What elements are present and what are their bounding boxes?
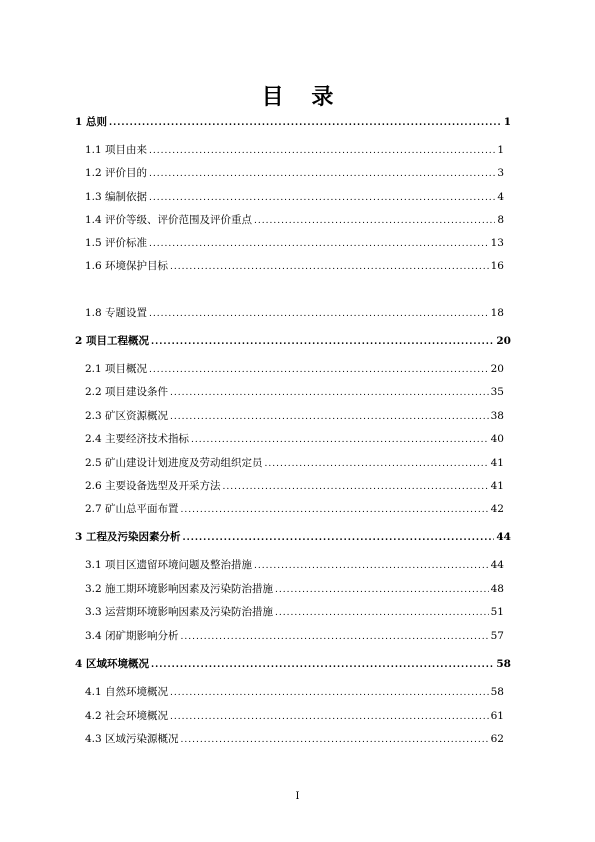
toc-entry-label: 3.4 闭矿期影响分析 (85, 630, 179, 642)
toc-entry-page: 1 (503, 116, 511, 128)
toc-entry-page: 13 (490, 237, 504, 249)
toc-entry-1-4[interactable] (85, 213, 504, 227)
toc-entry-label: 2.2 项目建设条件 (85, 386, 169, 398)
toc-entry-page: 62 (490, 733, 504, 745)
toc-entry-label: 1 总则 (75, 116, 107, 128)
toc-entry-page: 20 (490, 363, 504, 375)
toc-entry-2-5[interactable] (85, 456, 504, 470)
leader-dots (170, 260, 489, 274)
toc-entry-label: 2.6 主要设备选型及开采方法 (85, 480, 221, 492)
toc-entry-label: 2.3 矿区资源概况 (85, 410, 169, 422)
toc-entry-label: 4 区域环境概况 (75, 658, 149, 670)
toc-entry-label: 1.5 评价标准 (85, 237, 148, 249)
toc-entry-page: 44 (490, 559, 504, 571)
toc-entry-label: 3.2 施工期环境影响因素及污染防治措施 (85, 583, 274, 595)
leader-dots (254, 214, 495, 228)
toc-entry-2-4[interactable] (85, 432, 504, 446)
toc-entry-2-6[interactable] (85, 479, 504, 493)
leader-dots (151, 335, 494, 349)
toc-entry-label: 1.6 环境保护目标 (85, 260, 169, 272)
leader-dots (151, 658, 494, 672)
toc-entry-page: 41 (490, 457, 504, 469)
toc-entry-1-1[interactable] (85, 143, 504, 157)
toc-entry-page: 4 (497, 191, 504, 203)
leader-dots (149, 307, 489, 321)
toc-entry-1-2[interactable] (85, 166, 504, 180)
toc-entry-4-1[interactable] (85, 685, 504, 699)
toc-entry-1-8[interactable] (85, 306, 504, 320)
toc-entry-page: 18 (490, 307, 504, 319)
toc-entry-label: 1.8 专题设置 (85, 307, 148, 319)
toc-entry-label: 4.2 社会环境概况 (85, 710, 169, 722)
leader-dots (109, 116, 502, 130)
toc-entry-label: 2.7 矿山总平面布置 (85, 503, 179, 515)
toc-entry-label: 1.4 评价等级、评价范围及评价重点 (85, 214, 253, 226)
toc-entry-3-3[interactable] (85, 605, 504, 619)
toc-entry-page: 51 (490, 606, 504, 618)
toc-entry-page: 8 (497, 214, 504, 226)
toc-entry-page: 58 (496, 658, 511, 670)
toc-entry-4-3[interactable] (85, 732, 504, 746)
leader-dots (254, 559, 489, 573)
toc-entry-chapter-2[interactable] (75, 334, 511, 348)
toc-entry-label: 3 工程及污染因素分析 (75, 531, 181, 543)
toc-entry-3-4[interactable] (85, 629, 504, 643)
toc-entry-page: 38 (490, 410, 504, 422)
leader-dots (182, 531, 494, 545)
toc-entry-label: 4.3 区域污染源概况 (85, 733, 179, 745)
leader-dots (223, 480, 489, 494)
leader-dots (149, 144, 495, 158)
toc-entry-page: 42 (490, 503, 504, 515)
toc-entry-1-3[interactable] (85, 190, 504, 204)
toc-entry-page: 61 (490, 710, 504, 722)
leader-dots (149, 237, 489, 251)
toc-entry-4-2[interactable] (85, 709, 504, 723)
toc-entry-page: 40 (490, 433, 504, 445)
toc-entry-label: 1.3 编制依据 (85, 191, 148, 203)
toc-entry-2-1[interactable] (85, 362, 504, 376)
toc-entry-chapter-3[interactable] (75, 530, 511, 544)
toc-entry-label: 3.3 运营期环境影响因素及污染防治措施 (85, 606, 274, 618)
toc-entry-label: 1.1 项目由来 (85, 144, 148, 156)
toc-entry-2-2[interactable] (85, 385, 504, 399)
toc-entry-page: 57 (490, 630, 504, 642)
toc-entry-label: 4.1 自然环境概况 (85, 686, 169, 698)
toc-entry-label: 3.1 项目区遗留环境问题及整治措施 (85, 559, 253, 571)
toc-entry-label: 2 项目工程概况 (75, 335, 149, 347)
leader-dots (181, 630, 489, 644)
leader-dots (181, 733, 489, 747)
toc-entry-2-7[interactable] (85, 502, 504, 516)
leader-dots (149, 167, 495, 181)
toc-entry-1-6[interactable] (85, 259, 504, 273)
toc-entry-page: 16 (490, 260, 504, 272)
toc-entry-page: 20 (496, 335, 511, 347)
leader-dots (170, 410, 489, 424)
leader-dots (265, 457, 489, 471)
leader-dots (275, 606, 489, 620)
toc-entry-3-1[interactable] (85, 558, 504, 572)
leader-dots (170, 710, 489, 724)
leader-dots (181, 503, 489, 517)
toc-entry-page: 41 (490, 480, 504, 492)
page-number: I (295, 791, 300, 802)
toc-entry-1-5[interactable] (85, 236, 504, 250)
leader-dots (170, 386, 489, 400)
toc-entry-label: 2.4 主要经济技术指标 (85, 433, 190, 445)
toc-entry-2-3[interactable] (85, 409, 504, 423)
toc-entry-label: 2.1 项目概况 (85, 363, 148, 375)
toc-entry-chapter-1[interactable] (75, 115, 511, 129)
toc-entry-page: 58 (490, 686, 504, 698)
toc-entry-page: 35 (490, 386, 504, 398)
toc-title: 目 录 (261, 85, 344, 110)
leader-dots (275, 583, 489, 597)
toc-entry-page: 3 (497, 167, 504, 179)
leader-dots (149, 191, 495, 205)
toc-entry-label: 2.5 矿山建设计划进度及劳动组织定员 (85, 457, 263, 469)
toc-entry-chapter-4[interactable] (75, 657, 511, 671)
toc-entry-page: 1 (497, 144, 504, 156)
leader-dots (170, 686, 489, 700)
toc-entry-page: 44 (496, 531, 511, 543)
toc-entry-label: 1.2 评价目的 (85, 167, 148, 179)
toc-entry-page: 48 (490, 583, 504, 595)
toc-entry-3-2[interactable] (85, 582, 504, 596)
leader-dots (191, 433, 489, 447)
leader-dots (149, 363, 489, 377)
